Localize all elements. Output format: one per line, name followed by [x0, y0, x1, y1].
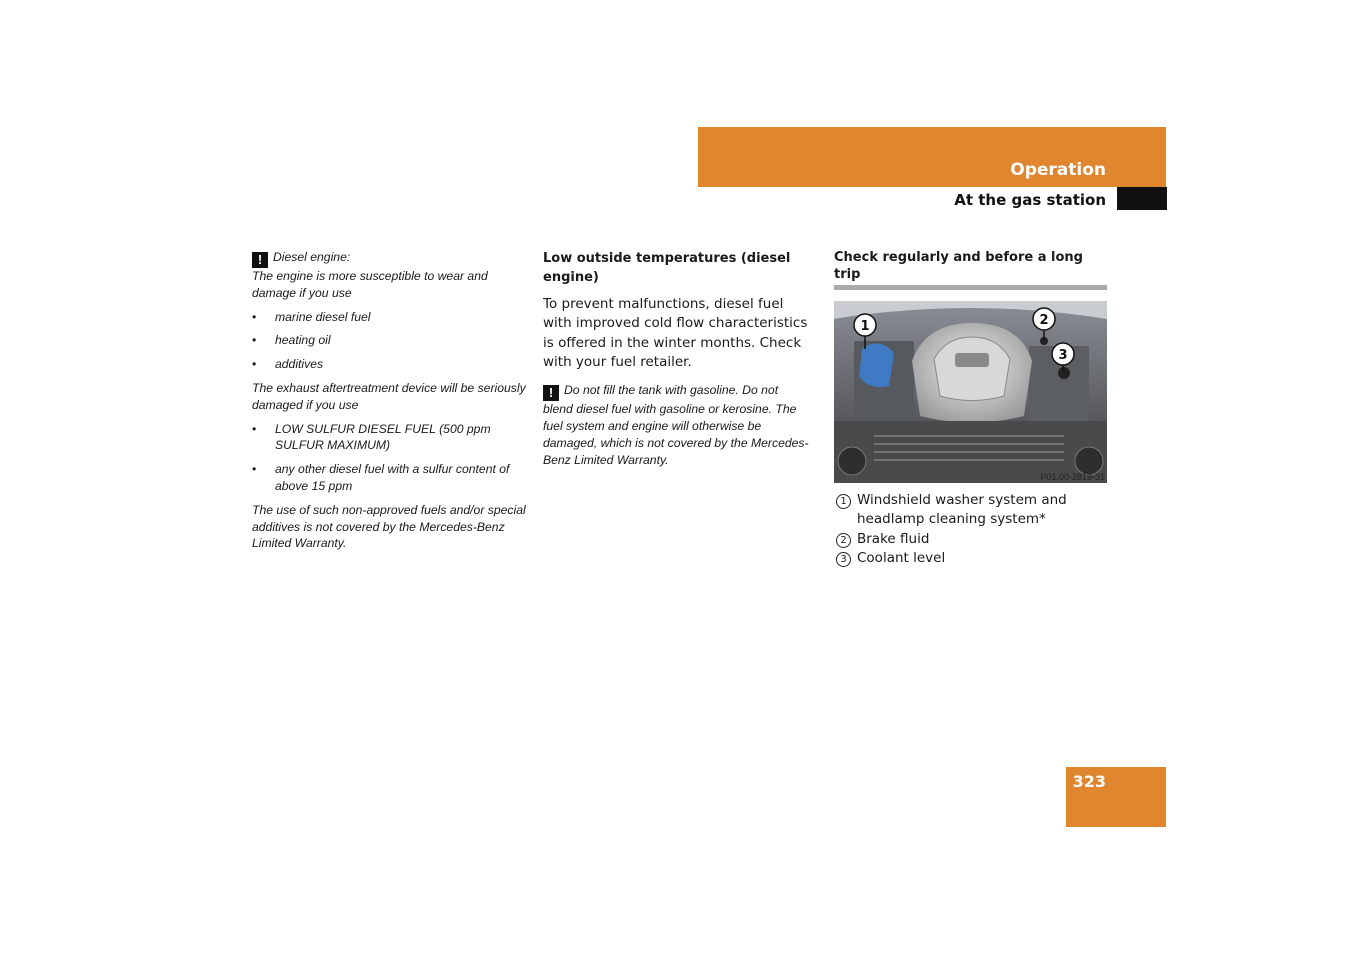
circled-number-2-icon: 2 — [836, 533, 851, 548]
exclamation-warning-icon: ! — [252, 252, 268, 268]
section-heading: Low outside temperatures (diesel engine) — [543, 251, 791, 285]
list-item: • heating oil — [252, 333, 331, 348]
circled-number-1-icon: 1 — [836, 494, 851, 509]
bullet-list-2 — [252, 421, 527, 495]
body-text: To prevent malfunctions, diesel fuel with improved cold flow characteristics is offered in the winter months. Check with your fuel retailer. — [543, 296, 808, 370]
column-diesel-warning — [252, 249, 527, 559]
warning-text: Do not fill the tank with gasoline. Do not blend diesel fuel with gasoline or kerosine. The fuel system and engine will otherwise be damaged, which is not covered by the Mercedes-Benz Limited Warranty. — [543, 383, 809, 467]
warning-block — [252, 249, 527, 302]
warning-title: Diesel engine: — [273, 250, 351, 264]
callout-item: 1 Windshield washer system and headlamp cleaning system* — [834, 491, 1107, 530]
section-title: Operation — [1010, 160, 1106, 180]
column-checks — [834, 249, 1107, 568]
column-low-temperatures — [543, 249, 811, 468]
list-item: • LOW SULFUR DIESEL FUEL (500 ppm SULFUR MAXIMUM) — [252, 421, 491, 453]
warning-intro: The engine is more susceptible to wear and damage if you use — [252, 269, 488, 300]
engine-illustration — [834, 301, 1107, 483]
exclamation-warning-icon: ! — [543, 385, 559, 401]
bullet-icon: • — [252, 309, 257, 324]
bullet-icon: • — [252, 333, 257, 348]
subsection-title: At the gas station — [954, 191, 1106, 209]
circled-number-3-icon: 3 — [836, 552, 851, 567]
list-item: • any other diesel fuel with a sulfur content of above 15 ppm — [252, 462, 510, 493]
image-code: P01.00-2819-31 — [1040, 472, 1105, 482]
paragraph-exhaust: The exhaust aftertreatment device will be seriously damaged if you use — [252, 380, 526, 412]
callout-number-1: 1 — [860, 319, 870, 334]
paragraph-warranty: The use of such non-approved fuels and/or special additives is not covered by the Mercedes-Benz Limited Warranty. — [252, 502, 526, 551]
page-number: 323 — [1072, 772, 1106, 791]
section-heading: Check regularly and before a long trip — [834, 249, 1107, 290]
callout-number-3: 3 — [1058, 348, 1068, 363]
bullet-icon: • — [252, 462, 257, 477]
thumb-tab — [1117, 187, 1167, 210]
list-item: • additives — [252, 357, 324, 372]
warning-block — [543, 382, 811, 468]
callout-list — [834, 491, 1107, 568]
callout-number-2: 2 — [1039, 313, 1049, 328]
engine-bay-photo — [834, 301, 1107, 483]
bullet-icon: • — [252, 357, 257, 372]
bullet-list-1 — [252, 309, 527, 373]
callout-item: 2 Brake fluid — [834, 530, 1107, 549]
list-item: • marine diesel fuel — [252, 309, 371, 324]
callout-item: 3 Coolant level — [834, 549, 1107, 568]
bullet-icon: • — [252, 421, 257, 436]
